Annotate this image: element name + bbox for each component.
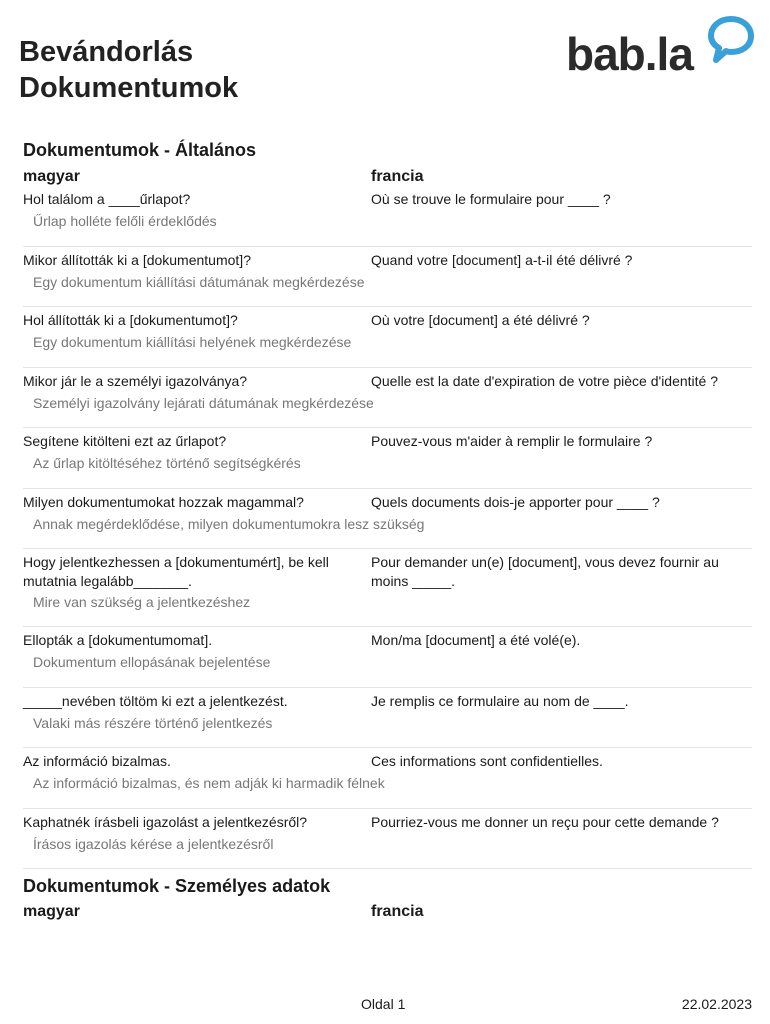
phrase-french: Où votre [document] a été délivré ?	[371, 312, 590, 328]
phrase-french: Pouvez-vous m'aider à remplir le formulaire ?	[371, 433, 653, 449]
phrase-french: Mon/ma [document] a été volé(e).	[371, 632, 581, 648]
phrase-hungarian: Hogy jelentkezhessen a [dokumentumért], be kell mutatnia legalább_______.	[23, 554, 329, 589]
phrase-description: Űrlap holléte felőli érdeklődés	[33, 213, 217, 229]
phrase-hungarian: Mikor állították ki a [dokumentumot]?	[23, 251, 251, 268]
phrase-description: Annak megérdeklődése, milyen dokumentumokra lesz szükség	[33, 515, 425, 532]
phrase-french: Quand votre [document] a-t-il été délivré ?	[371, 251, 633, 268]
list-item	[0, 688, 770, 749]
phrase-french: Je remplis ce formulaire au nom de ____.	[371, 692, 629, 709]
phrase-hungarian: Milyen dokumentumokat hozzak magammal?	[23, 493, 304, 510]
phrase-french: Quels documents dois-je apporter pour ____ ?	[371, 493, 660, 510]
phrase-french: Où se trouve le formulaire pour ____ ?	[371, 191, 611, 207]
column-header-french: francia	[371, 903, 424, 920]
phrase-description: Személyi igazolvány lejárati dátumának megkérdezése	[33, 394, 374, 411]
phrase-description: Egy dokumentum kiállítási helyének megkérdezése	[33, 334, 352, 350]
phrase-french: Pourriez-vous me donner un reçu pour cette demande ?	[371, 813, 719, 830]
list-item	[0, 549, 770, 627]
phrase-french: Ces informations sont confidentielles.	[371, 753, 603, 769]
list-item	[0, 809, 770, 870]
page-title-line1: Bevándorlás	[19, 36, 194, 68]
phrase-french: Pour demander un(e) [document], vous devez fournir au moins _____.	[371, 554, 719, 589]
phrase-french: Quelle est la date d'expiration de votre pièce d'identité ?	[371, 372, 719, 389]
list-item	[0, 247, 770, 308]
phrase-description: Valaki más részére történő jelentkezés	[33, 714, 273, 731]
phrase-hungarian: Hol állították ki a [dokumentumot]?	[23, 312, 238, 328]
column-header-hungarian: magyar	[23, 903, 80, 920]
list-item	[0, 748, 770, 809]
document-date: 22.02.2023	[681, 996, 752, 1012]
column-header-hungarian: magyar	[23, 168, 80, 185]
logo-text: bab.la	[566, 28, 693, 80]
phrase-hungarian: Ellopták a [dokumentumomat].	[23, 632, 213, 648]
phrase-description: Mire van szükség a jelentkezéshez	[33, 594, 251, 610]
page-title-line2: Dokumentumok	[19, 72, 239, 104]
phrase-hungarian: _____nevében töltöm ki ezt a jelentkezést.	[23, 692, 288, 709]
phrase-description: Az információ bizalmas, és nem adják ki harmadik félnek	[33, 775, 385, 791]
phrase-hungarian: Mikor jár le a személyi igazolványa?	[23, 372, 248, 389]
list-item	[0, 428, 770, 489]
babla-logo[interactable]	[566, 16, 756, 82]
list-item	[0, 489, 770, 550]
list-item	[0, 627, 770, 688]
phrase-hungarian: Hol találom a ____űrlapot?	[23, 191, 191, 207]
list-item	[0, 307, 770, 368]
list-item	[0, 186, 770, 247]
list-item	[0, 368, 770, 429]
phrase-list	[0, 186, 770, 869]
phrase-hungarian: Az információ bizalmas.	[23, 753, 171, 769]
page-title	[19, 34, 238, 106]
page-number: Oldal 1	[361, 996, 406, 1012]
phrase-description: Írásos igazolás kérése a jelentkezésről	[33, 835, 274, 852]
section-title-general: Dokumentumok - Általános	[23, 140, 257, 160]
phrase-hungarian: Segítene kitölteni ezt az űrlapot?	[23, 433, 227, 449]
section-title-personal-data: Dokumentumok - Személyes adatok	[23, 876, 331, 896]
speech-bubble-icon	[708, 16, 754, 64]
phrase-hungarian: Kaphatnék írásbeli igazolást a jelentkezésről?	[23, 813, 308, 830]
phrase-description: Dokumentum ellopásának bejelentése	[33, 654, 271, 670]
divider	[23, 868, 752, 869]
column-header-french: francia	[371, 168, 424, 185]
phrase-description: Az űrlap kitöltéséhez történő segítségkérés	[33, 455, 301, 471]
phrase-description: Egy dokumentum kiállítási dátumának megkérdezése	[33, 273, 365, 290]
